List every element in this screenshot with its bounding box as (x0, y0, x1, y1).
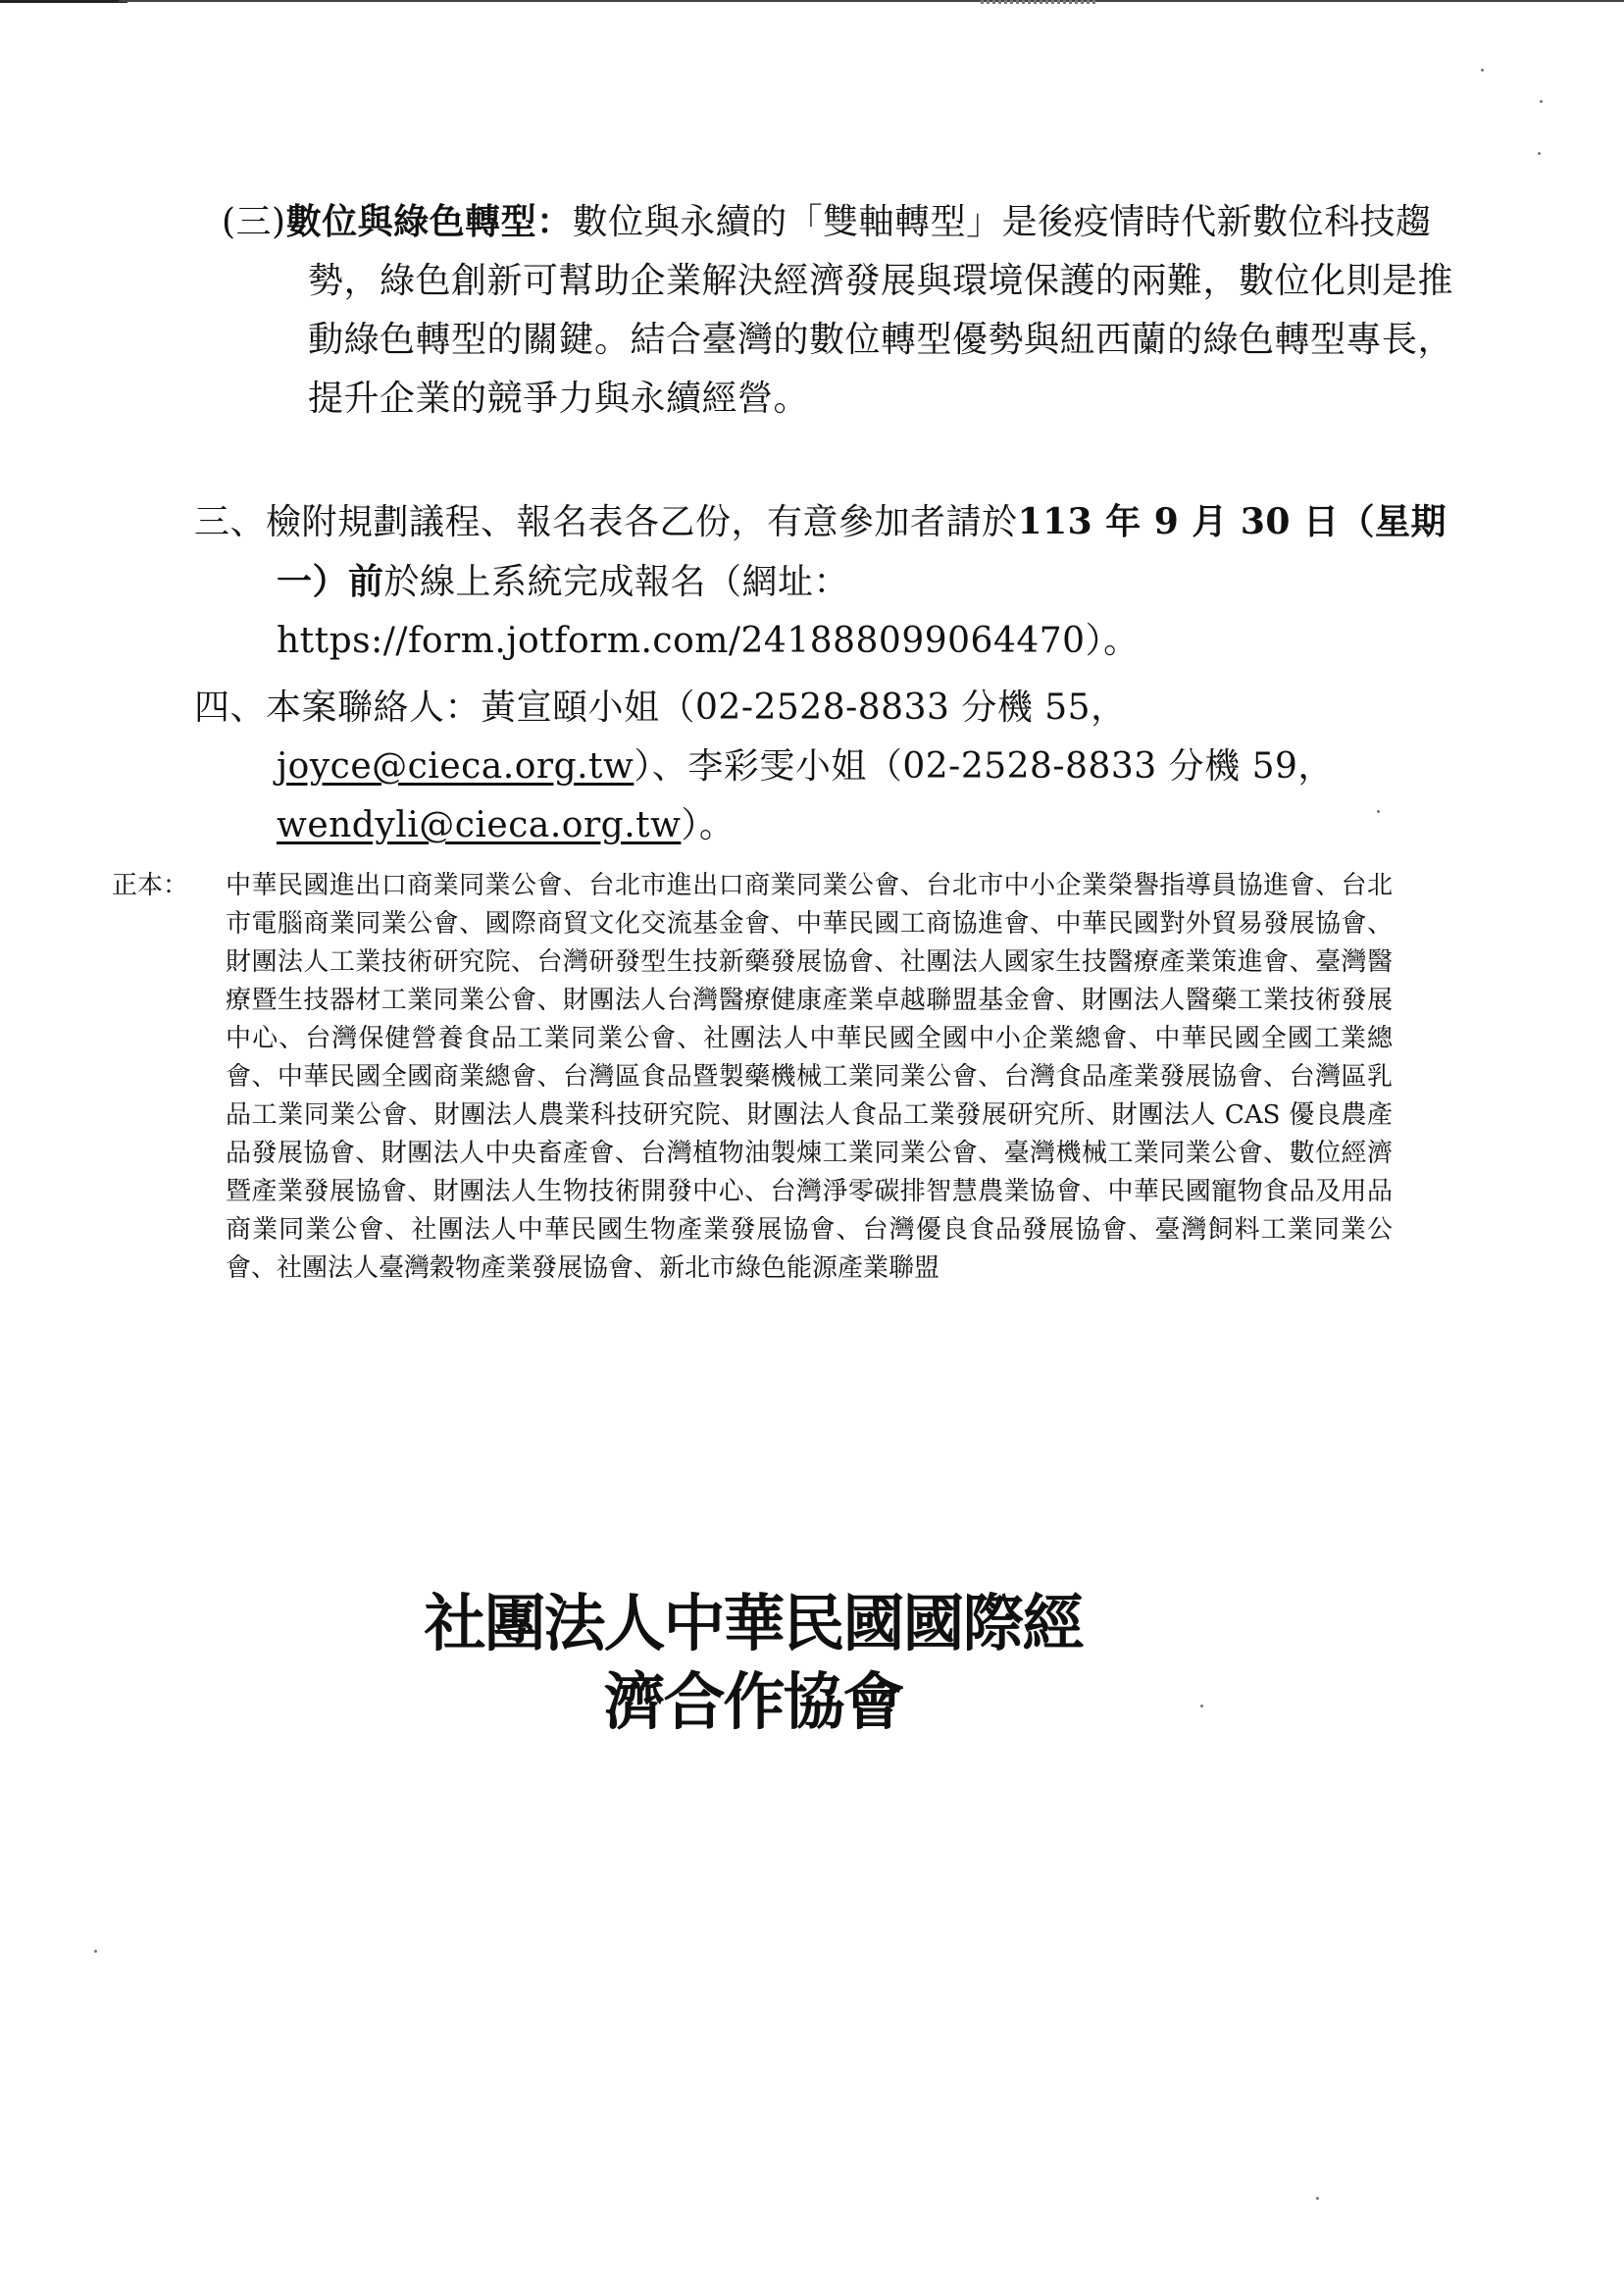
scan-speck (1538, 152, 1541, 155)
registration-text-before: 檢附規劃議程、報名表各乙份，有意參加者請於 (266, 502, 1018, 542)
scan-speck (1540, 100, 1543, 103)
item-marker: 三、 (194, 502, 267, 542)
contact-email-wendy[interactable]: wendyli@cieca.org.tw (277, 805, 682, 845)
top-scan-rule-right (119, 0, 1624, 2)
top-scan-rule-left (0, 0, 127, 3)
scan-speck (1316, 2197, 1319, 2200)
scan-speck (1200, 1705, 1203, 1707)
recipient-label: 正本： (112, 871, 189, 900)
scan-speck (94, 1950, 97, 1953)
contact-email-joyce[interactable]: joyce@cieca.org.tw (277, 746, 634, 787)
subsection-marker: (三) (222, 202, 286, 242)
subsection-heading: 數位與綠色轉型： (285, 201, 573, 242)
organization-seal: 社團法人中華民國國際經濟合作協會 (424, 1588, 1083, 1738)
contact-middle: ）、李彩雯小姐（02-2528-8833 分機 59， (634, 746, 1334, 787)
contact-intro: 本案聯絡人：黃宣頤小姐（02-2528-8833 分機 55， (266, 688, 1127, 728)
registration-text-after: 於線上系統完成報名（網址：https://form.jotform.com/241888099064470）。 (277, 562, 1140, 661)
registration-instructions (194, 492, 1481, 671)
contact-end: ）。 (681, 805, 736, 845)
item-marker: 四、 (194, 688, 267, 728)
recipient-list (112, 867, 1406, 1288)
recipient-organizations: 中華民國進出口商業同業公會、台北市進出口商業同業公會、台北市中小企業榮譽指導員協進會、台北市電腦商業同業公會、國際商貿文化交流基金會、中華民國工商協進會、中華民國對外貿易發展協會、財團法人工業技術研究院、台灣研發型生技新藥發展協會、社團法人國家生技醫療產業策進會、臺灣醫療暨生技器材工業同業公會、財團法人台灣醫療健康產業卓越聯盟基金會、財團法人醫藥工業技術發展中心、台灣保健營養食品工業同業公會、社團法人中華民國全國中小企業總會、中華民國全國工業總會、中華民國全國商業總會、台灣區食品暨製藥機械工業同業公會、台灣食品產業發展協會、台灣區乳品工業同業公會、財團法人農業科技研究院、財團法人食品工業發展研究所、財團法人 CAS 優良農產品發展協會、財團法人中央畜產會、台灣植物油製煉工業同業公會、臺灣機械工業同業公會、數位經濟暨產業發展協會、財團法人生物技術開發中心、台灣淨零碳排智慧農業協會、中華民國寵物食品及用品商業同業公會、社團法人中華民國生物產業發展協會、台灣優良食品發展協會、臺灣飼料工業同業公會、社團法人臺灣穀物產業發展協會、新北市綠色能源產業聯盟 (226, 871, 1393, 1283)
scan-speck (1481, 69, 1484, 72)
subsection-text: 數位與永續的「雙軸轉型」是後疫情時代新數位科技趨勢，綠色創新可幫助企業解決經濟發展與環境保護的兩難，數位化則是推動綠色轉型的關鍵。結合臺灣的數位轉型優勢與紐西蘭的綠色轉型專長，提升企業的競爭力與永續經營。 (308, 202, 1454, 419)
registration-deadline: 113 年 9 月 30 日（星期一）前 (277, 501, 1446, 602)
top-scan-mark (981, 0, 1098, 4)
subsection-digital-green-transformation (222, 192, 1485, 429)
contact-information (194, 679, 1481, 855)
